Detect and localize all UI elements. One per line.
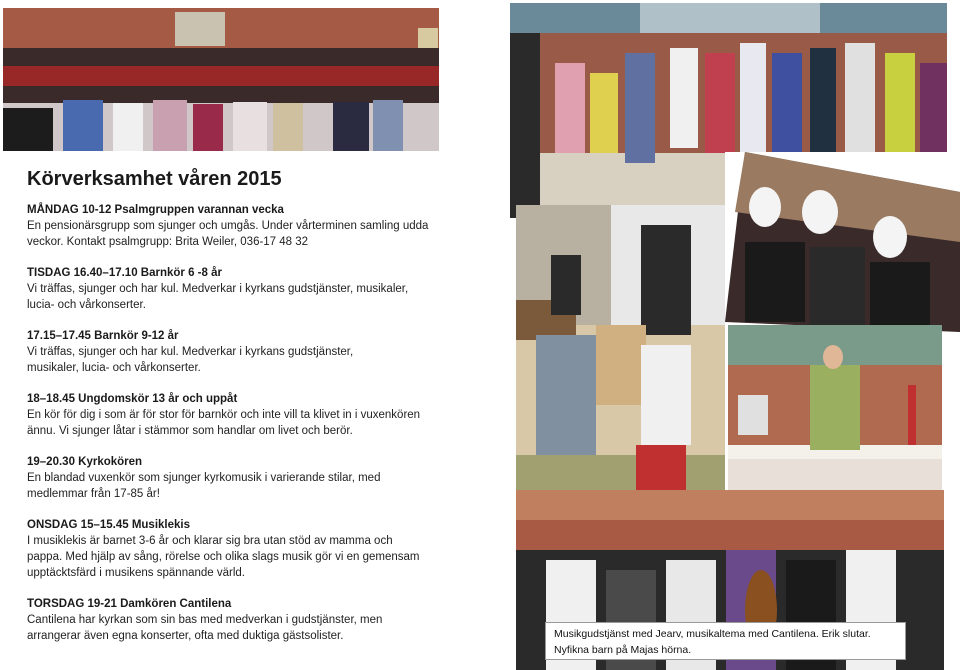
section-text: pappa. Med hjälp av sång, rörelse och olika slags musik gör vi en gemensam	[27, 551, 420, 563]
section-text: lucia- och vårkonserter.	[27, 299, 146, 311]
caption-line: Musikgudstjänst med Jearv, musikaltema med Cantilena. Erik slutar.	[554, 628, 871, 640]
section-heading: TISDAG 16.40–17.10 Barnkör 6 -8 år	[27, 267, 222, 279]
section-cantilena	[27, 597, 457, 644]
section-musiklekis	[27, 518, 457, 581]
section-heading: ONSDAG 15–15.45 Musiklekis	[27, 519, 190, 531]
section-heading: 18–18.45 Ungdomskör 13 år och uppåt	[27, 393, 238, 405]
section-text: I musiklekis är barnet 3-6 år och klarar sig bra utan stöd av mamma och	[27, 535, 393, 547]
section-text: veckor. Kontakt psalmgrupp: Brita Weiler, 036-17 48 32	[27, 236, 309, 248]
section-text: arrangerar även egna konserter, ofta med duktiga gästsolister.	[27, 630, 344, 642]
section-text: Vi träffas, sjunger och har kul. Medverkar i kyrkans gudstjänster,	[27, 346, 354, 358]
photo-masked-singers	[725, 152, 960, 332]
section-barnkor-6-8	[27, 266, 457, 313]
section-text: medlemmar från 17-85 år!	[27, 488, 160, 500]
section-text: upptäcktsfärd i musikens spännande värld.	[27, 567, 245, 579]
section-heading: 17.15–17.45 Barnkör 9-12 år	[27, 330, 179, 342]
section-heading: 19–20.30 Kyrkokören	[27, 456, 143, 468]
section-text: Vi träffas, sjunger och har kul. Medverkar i kyrkans gudstjänster, musikaler,	[27, 283, 409, 295]
section-kyrkokoren	[27, 455, 457, 502]
caption-line: Nyfikna barn på Majas hörna.	[554, 644, 692, 656]
section-ungdomskor	[27, 392, 457, 439]
page-title: Körverksamhet våren 2015	[27, 168, 282, 190]
section-text: En pensionärsgrupp som sjunger och umgås. Under vårterminen samling udda	[27, 220, 429, 232]
choir-schedule	[27, 168, 457, 660]
section-text: musikaler, lucia- och vårkonserter.	[27, 362, 201, 374]
section-text: Cantilena har kyrkan som sin bas med medverkan i gudstjänster, men	[27, 614, 383, 626]
section-text: ännu. Vi sjunger låtar i stämmor som handlar om livet och berör.	[27, 425, 353, 437]
section-barnkor-9-12	[27, 329, 457, 376]
section-heading: TORSDAG 19-21 Damkören Cantilena	[27, 598, 232, 610]
section-psalmgruppen	[27, 203, 457, 250]
section-heading: MÅNDAG 10-12 Psalmgruppen varannan vecka	[27, 204, 284, 216]
photo-caption	[545, 622, 906, 660]
photo-priest-at-altar	[728, 325, 942, 490]
photo-children-at-piano	[516, 205, 725, 490]
section-text: En blandad vuxenkör som sjunger kyrkomusik i varierande stilar, med	[27, 472, 381, 484]
section-text: En kör för dig i som är för stor för barnkör och inte vill ta klivet in i vuxenkören	[27, 409, 421, 421]
photo-choir-with-children	[3, 8, 439, 151]
